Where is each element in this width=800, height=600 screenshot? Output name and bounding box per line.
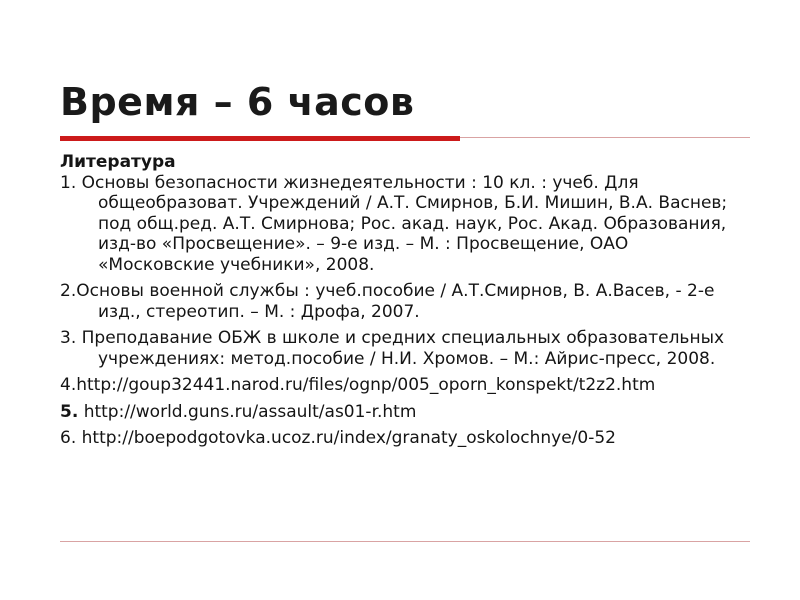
- reference-item-2: [60, 281, 750, 322]
- reference-number: 1.: [60, 172, 77, 193]
- reference-link[interactable]: http://world.guns.ru/assault/as01-r.htm: [83, 401, 417, 422]
- title-underline-accent: [60, 136, 460, 141]
- reference-text: Основы безопасности жизнедеятельности : 10 кл. : учеб. Для общеобразоват. Учреждений / А.Т. Смирнов, Б.И. Мишин, В.А. Васнев; под общ.ред. А.Т. Смирнова; Рос. акад. наук, Рос. Акад. Образования, изд-во «Просвещение». – 9-е изд. – М. : Просвещение, ОАО «Московские учебники», 2008.: [81, 172, 728, 275]
- reference-item-6: [60, 428, 750, 449]
- reference-number: 4.: [60, 375, 77, 395]
- slide-title: Время – 6 часов: [60, 80, 415, 124]
- reference-item-3: [60, 328, 750, 369]
- bottom-divider: [60, 541, 750, 542]
- reference-text: Преподавание ОБЖ в школе и средних специальных образовательных учреждениях: метод.пособие / Н.И. Хромов. – М.: Айрис-пресс, 2008.: [81, 328, 725, 369]
- literature-list: [60, 152, 750, 449]
- reference-item-4: [60, 375, 750, 396]
- reference-number: 6.: [60, 428, 77, 448]
- reference-text: Основы военной службы : учеб.пособие / А.Т.Смирнов, В. А.Васев, - 2-е изд., стереотип. – М. : Дрофа, 2007.: [76, 281, 715, 322]
- reference-number: 2.: [60, 281, 77, 301]
- reference-number: 5.: [60, 401, 79, 422]
- reference-item-5: [60, 402, 750, 423]
- reference-link[interactable]: http://boepodgotovka.ucoz.ru/index/granaty_oskolochnye/0-52: [81, 428, 616, 448]
- reference-link[interactable]: http://goup32441.narod.ru/files/ognp/005_oporn_konspekt/t2z2.htm: [76, 375, 656, 395]
- title-underline-thin: [460, 137, 750, 138]
- literature-heading: Литература: [60, 152, 176, 172]
- reference-number: 3.: [60, 328, 77, 348]
- reference-item-1: [60, 173, 750, 276]
